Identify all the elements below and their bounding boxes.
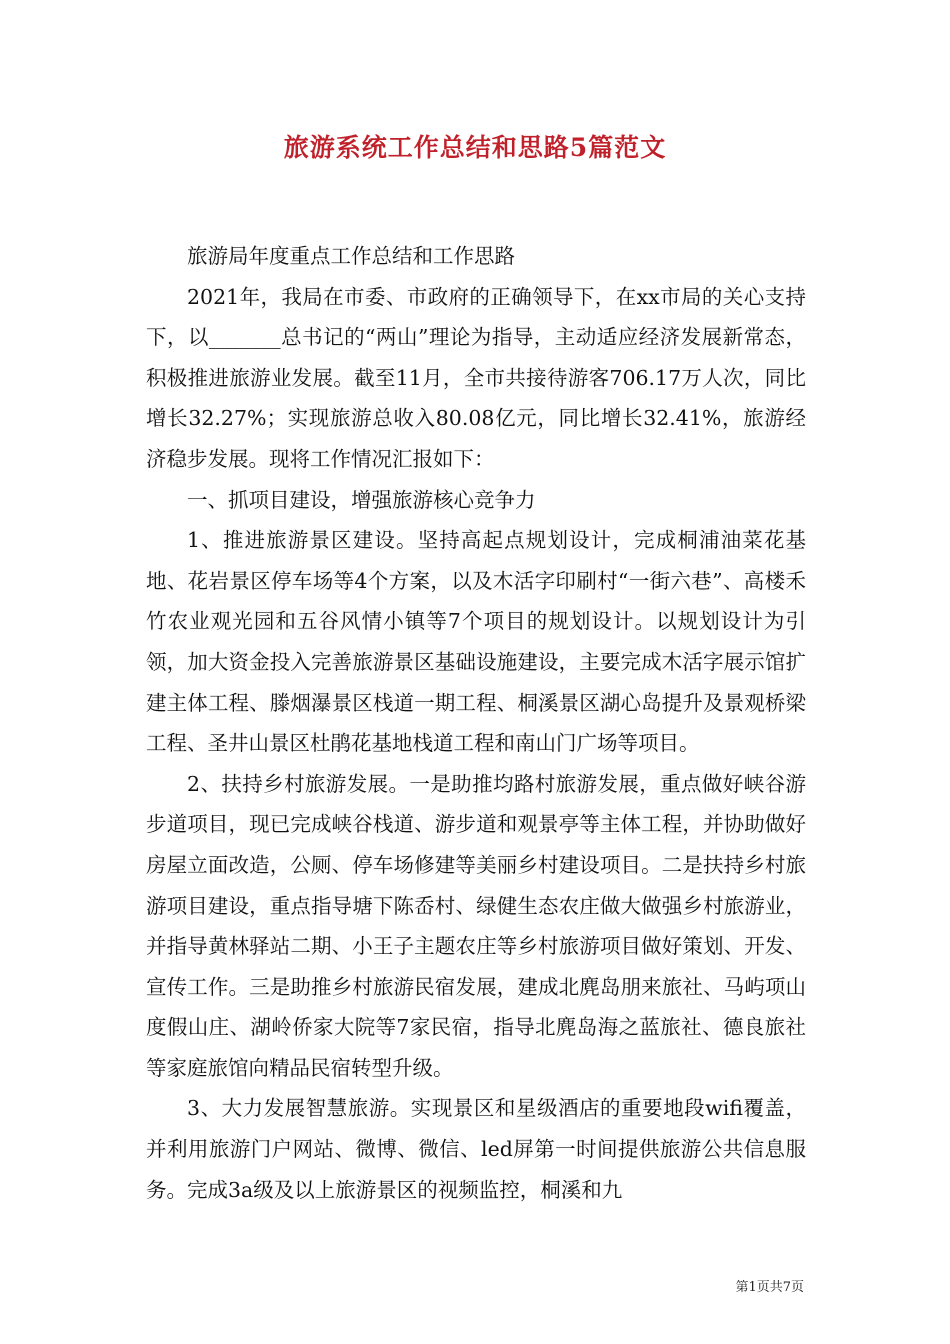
document-body — [146, 236, 806, 1210]
paragraph-scenic-construction: 1、推进旅游景区建设。坚持高起点规划设计，完成桐浦油菜花基地、花岩景区停车场等4个方案，以及木活字印刷村“一街六巷”、高楼禾竹农业观光园和五谷风情小镇等7个项目的规划设计。以规划设计为引领，加大资金投入完善旅游景区基础设施建设，主要完成木活字展示馆扩建主体工程、滕烟瀑景区栈道一期工程、桐溪景区湖心岛提升及景观桥梁工程、圣井山景区杜鹃花基地栈道工程和南山门广场等项目。 — [146, 528, 806, 756]
paragraph-rural-tourism: 2、扶持乡村旅游发展。一是助推均路村旅游发展，重点做好峡谷游步道项目，现已完成峡谷栈道、游步道和观景亭等主体工程，并协助做好房屋立面改造，公厕、停车场修建等美丽乡村建设项目。二是扶持乡村旅游项目建设，重点指导塘下陈岙村、绿健生态农庄做大做强乡村旅游业，并指导黄林驿站二期、小王子主题农庄等乡村旅游项目做好策划、开发、宣传工作。三是助推乡村旅游民宿发展，建成北麂岛朋来旅社、马屿项山度假山庄、湖岭侨家大院等7家民宿，指导北麂岛海之蓝旅社、德良旅社等家庭旅馆向精品民宿转型升级。 — [146, 771, 806, 1080]
paragraph-intro: 2021年，我局在市委、市政府的正确领导下，在xx市局的关心支持下，以_______总书记的“两山”理论为指导，主动适应经济发展新常态，积极推进旅游业发展。截至11月，全市共接待游客706.17万人次，同比增长32.27%；实现旅游总收入80.08亿元，同比增长32.41%，旅游经济稳步发展。现将工作情况汇报如下： — [146, 284, 806, 471]
document-title: 旅游系统工作总结和思路5篇范文 — [283, 133, 667, 162]
section-heading: 旅游局年度重点工作总结和工作思路 — [187, 244, 515, 268]
paragraph-smart-tourism: 3、大力发展智慧旅游。实现景区和星级酒店的重要地段wifi覆盖，并利用旅游门户网站、微博、微信、led屏第一时间提供旅游公共信息服务。完成3a级及以上旅游景区的视频监控，桐溪和九 — [146, 1096, 806, 1202]
section-heading-1: 一、抓项目建设，增强旅游核心竞争力 — [187, 487, 536, 512]
page-number: 第1页共7页 — [735, 1280, 804, 1295]
